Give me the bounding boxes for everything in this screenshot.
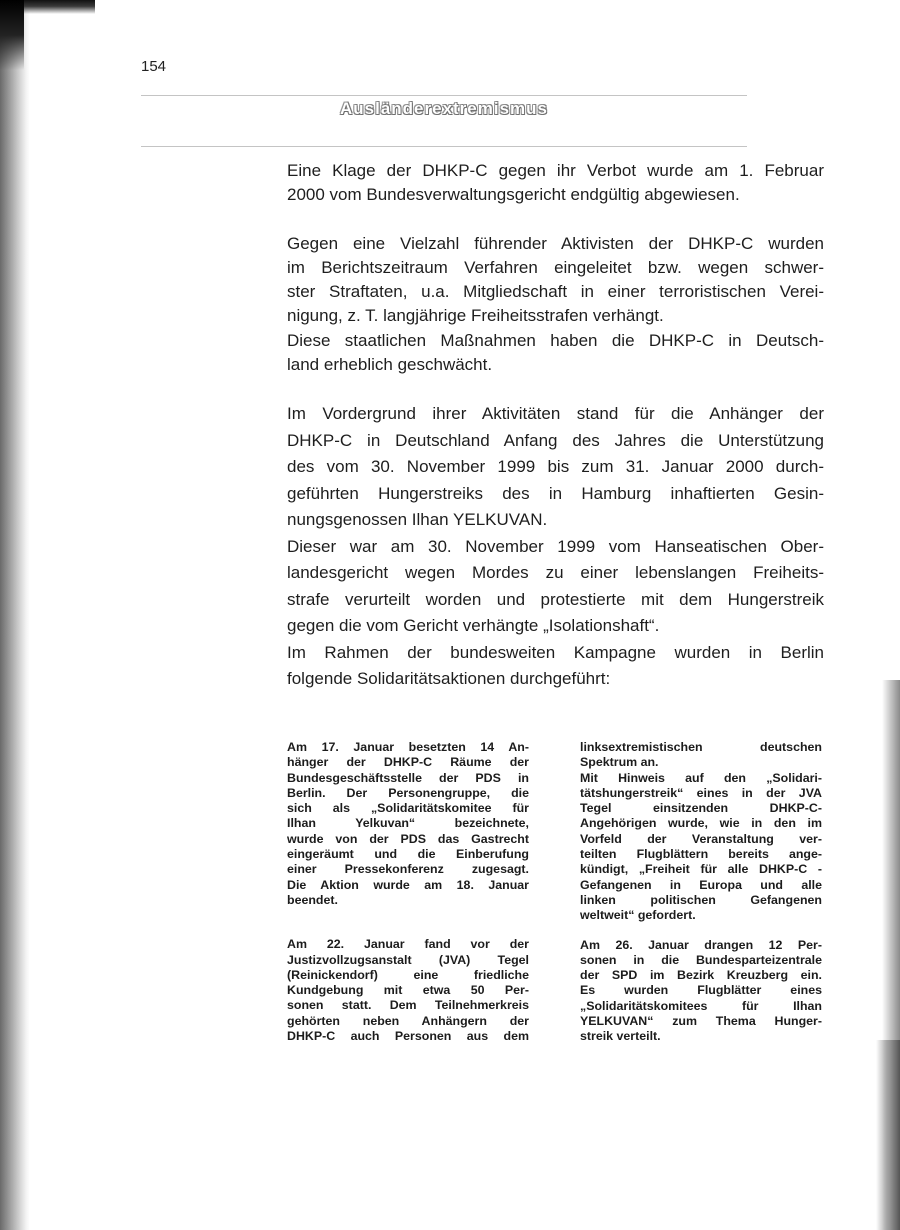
text-line: Es wurden Flugblätter eines <box>580 983 822 998</box>
text-line: Mit Hinweis auf den „Solidari- <box>580 770 822 785</box>
text-line: im Berichtszeitraum Verfahren eingeleitet bzw. wegen schwer- <box>287 257 824 277</box>
header-rule-bottom <box>141 146 747 147</box>
text-line: gegen die vom Gericht verhängte „Isolationshaft“. <box>287 616 660 636</box>
text-line: 2000 vom Bundesverwaltungsgericht endgültig abgewiesen. <box>287 185 740 205</box>
left-column-block-1 <box>287 740 529 908</box>
right-column-block-1 <box>580 740 822 924</box>
running-header: Ausländerextremismus <box>339 99 549 118</box>
text-line: Die Aktion wurde am 18. Januar <box>287 877 529 892</box>
text-line: Im Rahmen der bundesweiten Kampagne wurden in Berlin <box>287 642 824 662</box>
paragraph-1 <box>287 159 824 208</box>
text-line: beendet. <box>287 892 338 907</box>
header-rule-top <box>141 95 747 96</box>
text-line: des vom 30. November 1999 bis zum 31. Januar 2000 durch- <box>287 457 824 477</box>
text-line: streik verteilt. <box>580 1029 661 1044</box>
text-line: nungsgenossen Ilhan YELKUVAN. <box>287 510 548 530</box>
left-column <box>287 740 529 1044</box>
text-line: eingeräumt und die Einberufung <box>287 847 529 862</box>
text-line: linksextremistischen deutschen <box>580 740 822 754</box>
left-column-block-2 <box>287 937 529 1044</box>
text-line: Ilhan Yelkuvan“ bezeichnete, <box>287 816 529 831</box>
text-line: sonen in die Bundesparteizentrale <box>580 952 822 967</box>
text-line: Kundgebung mit etwa 50 Per- <box>287 983 529 998</box>
text-line: DHKP-C in Deutschland Anfang des Jahres die Unterstützung <box>287 430 824 450</box>
paragraph-2 <box>287 232 824 378</box>
text-line: Dieser war am 30. November 1999 vom Hanseatischen Ober- <box>287 536 824 556</box>
text-line: wurde von der PDS das Gastrecht <box>287 831 529 846</box>
text-line: Justizvollzugsanstalt (JVA) Tegel <box>287 952 529 967</box>
text-line: Bundesgeschäftsstelle der PDS in <box>287 770 529 785</box>
text-line: strafe verurteilt worden und protestierte mit dem Hungerstreik <box>287 589 824 609</box>
text-line: Tegel einsitzenden DHKP-C- <box>580 801 822 816</box>
text-line: sich als „Solidaritätskomitee für <box>287 801 529 816</box>
text-line: Gegen eine Vielzahl führender Aktivisten der DHKP-C wurden <box>287 233 824 253</box>
text-line: kündigt, „Freiheit für alle DHKP-C - <box>580 862 822 877</box>
text-line: geführten Hungerstreiks des in Hamburg inhaftierten Gesin- <box>287 483 824 503</box>
text-line: DHKP-C auch Personen aus dem <box>287 1029 529 1044</box>
text-line: folgende Solidaritätsaktionen durchgeführt: <box>287 669 611 689</box>
text-line: Berlin. Der Personengruppe, die <box>287 785 529 800</box>
text-line: ster Straftaten, u.a. Mitgliedschaft in einer terroristischen Verei- <box>287 282 824 302</box>
text-line: gehörten neben Anhängern der <box>287 1013 529 1028</box>
text-line: Angehörigen wurde, wie in den im <box>580 816 822 831</box>
text-line: landesgericht wegen Mordes zu einer lebenslangen Freiheits- <box>287 563 824 583</box>
right-column <box>580 740 822 1045</box>
text-line: einer Pressekonferenz zugesagt. <box>287 862 529 877</box>
paragraph-3 <box>287 401 824 693</box>
body-text <box>287 159 824 693</box>
text-line: sonen statt. Dem Teilnehmerkreis <box>287 998 529 1013</box>
scan-shadow-right-bottom <box>876 1040 900 1230</box>
text-line: YELKUVAN“ zum Thema Hunger- <box>580 1014 822 1029</box>
text-line: Am 17. Januar besetzten 14 An- <box>287 740 529 754</box>
scan-shadow-corner <box>0 0 24 70</box>
right-column-block-2 <box>580 938 822 1045</box>
text-line: Eine Klage der DHKP-C gegen ihr Verbot wurde am 1. Februar <box>287 161 824 180</box>
text-line: „Solidaritätskomitees für Ilhan <box>580 998 822 1013</box>
text-line: Gefangenen in Europa und alle <box>580 877 822 892</box>
text-line: linken politischen Gefangenen <box>580 892 822 907</box>
scan-shadow-left <box>0 0 30 1230</box>
text-line: Diese staatlichen Maßnahmen haben die DHKP-C in Deutsch- <box>287 330 824 350</box>
text-line: Am 22. Januar fand vor der <box>287 937 529 952</box>
text-line: Spektrum an. <box>580 755 659 770</box>
text-line: teilten Flugblättern bereits ange- <box>580 847 822 862</box>
text-line: Vorfeld der Veranstaltung ver- <box>580 831 822 846</box>
text-line: tätshungerstreik“ eines in der JVA <box>580 785 822 800</box>
text-line: Im Vordergrund ihrer Aktivitäten stand für die Anhänger der <box>287 404 824 424</box>
page-number: 154 <box>141 58 167 75</box>
text-line: der SPD im Bezirk Kreuzberg ein. <box>580 968 822 983</box>
text-line: (Reinickendorf) eine friedliche <box>287 967 529 982</box>
text-line: weltweit“ gefordert. <box>580 908 696 923</box>
text-line: nigung, z. T. langjährige Freiheitsstrafen verhängt. <box>287 306 664 326</box>
text-line: Am 26. Januar drangen 12 Per- <box>580 937 822 952</box>
text-line: land erheblich geschwächt. <box>287 355 493 375</box>
text-line: hänger der DHKP-C Räume der <box>287 755 529 770</box>
